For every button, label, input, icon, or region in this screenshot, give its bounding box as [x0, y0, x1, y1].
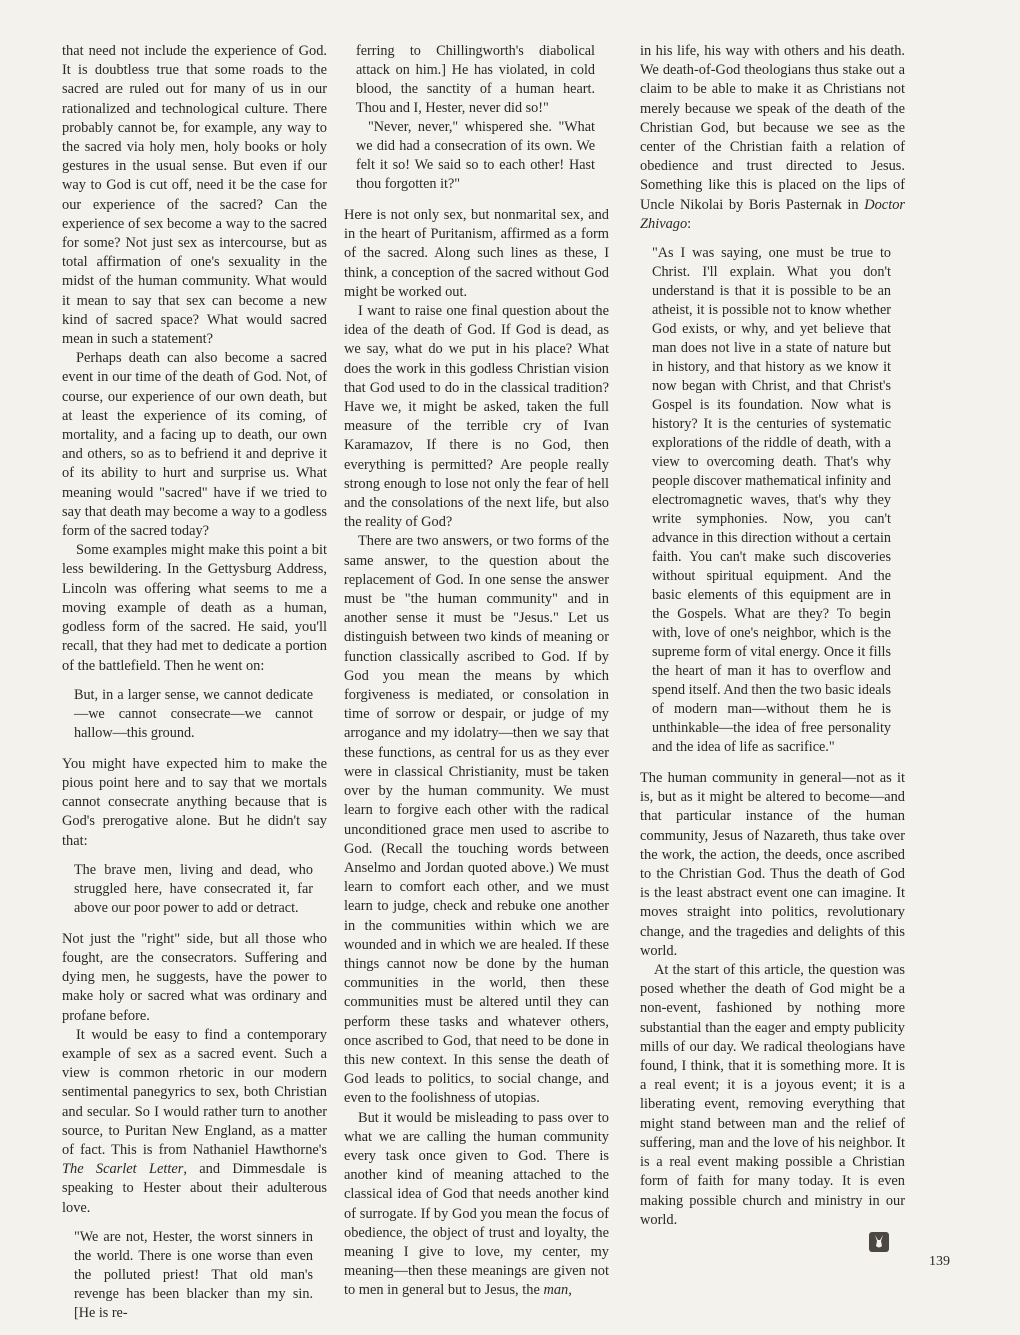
paragraph: You might have expected him to make the pious point here and to say that we mortals cannot consecrate anything because that is God's prerogative alone. But he didn't say that:	[62, 755, 327, 849]
emphasis: man,	[543, 1282, 572, 1299]
column-1	[62, 42, 327, 1335]
book-title: The Scarlet Letter	[62, 1161, 184, 1178]
block-quote	[652, 244, 891, 757]
paragraph	[62, 1026, 327, 1218]
paragraph: Not just the "right" side, but all those who fought, are the consecrators. Suffering and dying men, he suggests, have the power to make holy or sacred what was ordinary and profane before.	[62, 930, 327, 1024]
paragraph	[640, 42, 905, 234]
block-quote	[356, 42, 595, 194]
paragraph: Perhaps death can also become a sacred event in our time of the death of God. Not, of course, our experience of our own death, but at least the experience of its coming, of mortality, and a facing up to death, our own and others, so as to befriend it and deprive it of its ability to hurt and surprise us. What meaning would "sacred" have if we tried to say that death may become a way to a godless form of the sacred today?	[62, 350, 327, 540]
paragraph	[344, 1109, 609, 1301]
rabbit-head-icon	[869, 1232, 889, 1252]
block-quote	[74, 686, 313, 743]
page-number: 139	[929, 1254, 950, 1269]
text-run: in his life, his way with others and his death. We death-of-God theologians thus stake out a claim to be able to make it as Christians not merely because we speak of the death of the Christian God, but because we see as the center of the Christian faith a relation of obedience and trust directed to Jesus. Something like this is placed on the lips of Uncle Nikolai by Boris Pasternak in	[640, 43, 905, 213]
paragraph: Some examples might make this point a bit less bewildering. In the Gettysburg Address, Lincoln was offering what seems to me a moving example of death as a human, godless form of the sacred. He said, you'll recall, that they had met to dedicate a portion of the battlefield. Then he went on:	[62, 542, 327, 674]
quote-text: "We are not, Hester, the worst sinners in the world. There is one worse than even the polluted priest! That old man's revenge has been blacker than my sin. [He is re-	[74, 1228, 313, 1321]
paragraph: The human community in general—not as it is, but as it might be altered to become—and that particular instance of the human community, Jesus of Nazareth, thus take over the work, the action, the deeds, once ascribed to the Christian God. Thus the death of God is the least abstract event one can imagine. It moves straight into politics, revolutionary change, and the tragedies and delights of this world.	[640, 770, 905, 959]
quote-text: "Never, never," whispered she. "What we did had a consecration of its own. We felt it so! We said so to each other! Hast thou forgotten it?"	[356, 119, 595, 192]
book-title: Doctor Zhivago	[640, 196, 905, 232]
rabbit-head-glyph	[872, 1234, 886, 1250]
paragraph: There are two answers, or two forms of the same answer, to the question about the replacement of God. In one sense the answer must be "the human community" and in another sense it must be "Jesus." Let us distinguish between two kinds of meaning or function classically ascribed to God. If by God you mean the means by which forgiveness is mediated, or consolation in time of sorrow or despair, or judge of my arrogance and my idolatry—then we say that these functions, as central for us as they ever were in classical Christianity, must be taken over by the human community. We must learn to forgive each other with the radical unconditioned grace men used to ascribe to God. (Recall the touching words between Anselmo and Jordan quoted above.) We must learn to comfort each other, and we must learn to judge, check and rebuke one another in the communities within which we are wounded and in which we are healed. If these things cannot now be done by the human communities in the world, then these communities must be altered until they can perform these tasks and whatever others, once ascribed to God, that need to be done in this new context. In this sense the death of God leads to politics, to social change, and even to the foolishness of utopias.	[344, 533, 609, 1107]
quote-text: But, in a larger sense, we cannot dedicate—we cannot consecrate—we cannot hallow—this ground.	[74, 686, 313, 741]
paragraph: I want to raise one final question about the idea of the death of God. If God is dead, as we say, what do we put in his place? What does the work in this godless Christian vision that God used to do in the classical tradition? Have we, it might be asked, taken the full measure of the terrible cry of Ivan Karamazov, If there is no God, then everything is permitted? Are people really strong enough to lose not only the fear of hell and the consolations of the next life, but also the reality of God?	[344, 303, 609, 531]
block-quote	[74, 1228, 313, 1323]
quote-text: ferring to Chillingworth's diabolical attack on him.] He has violated, in cold blood, the sanctity of a human heart. Thou and I, Hester, never did so!"	[356, 43, 595, 116]
paragraph: Here is not only sex, but nonmarital sex, and in the heart of Puritanism, affirmed as a form of the sacred. Along such lines as these, I think, a conception of the sacred without God might be worked out.	[344, 207, 609, 300]
text-run: It would be easy to find a contemporary example of sex as a sacred event. Such a view is common rhetoric in our modern sentimental panegyrics to sex, both Christian and secular. So I would rather turn to another source, to Puritan New England, as a matter of fact. This is from Nathaniel Hawthorne's	[62, 1026, 327, 1158]
text-run: :	[687, 215, 692, 232]
text-run: , and Dimmesdale is speaking to Hester about their adulterous love.	[62, 1161, 327, 1216]
quote-text: The brave men, living and dead, who struggled here, have consecrated it, far above our poor power to add or detract.	[74, 861, 313, 916]
text-run: But it would be misleading to pass over to what we are calling the human community every task once given to God. There is another kind of meaning attached to the classical idea of God that needs another kind of surrogate. If by God you mean the focus of obedience, the object of trust and loyalty, the meaning I give to love, my center, my meaning—then these meanings are given not to men in general but to Jesus, the	[344, 1109, 609, 1299]
column-2	[344, 42, 609, 1301]
paragraph: At the start of this article, the question was posed whether the death of God might be a non-event, fashioned by nothing more substantial than the eager and empty publicity mills of our day. We radical theologians have found, I think, that it is something more. It is a real event; it is a joyous event; it is a liberating event, removing everything that might stand between man and the relief of suffering, man and the love of his neighbor. It is a real event making possible a Christian form of faith for many today. It is even making possible church and ministry in our world.	[640, 962, 905, 1228]
block-quote	[74, 861, 313, 918]
paragraph: that need not include the experience of God. It is doubtless true that some roads to the sacred are ruled out for many of us in our rationalized and technological culture. There probably cannot be, for example, any way to the sacred via holy men, holy books or holy gestures in the usual sense. But even if our way to God is cut off, need it be the case for our experience of the sacred? Can the experience of sex become a way to the sacred for some? Not just sex as intercourse, but as total affirmation of one's sexuality in the midst of the human community. What would it mean to say that sex can become a new kind of sacred space? What would sacred mean in such a statement?	[62, 43, 327, 348]
quote-text: "As I was saying, one must be true to Christ. I'll explain. What you don't understand is that it is possible to be an atheist, it is possible not to know whether God exists, or why, and yet believe that man does not live in a state of nature but in history, and that history as we know it now began with Christ, and that Christ's Gospel is its foundation. Now what is history? It is the centuries of systematic explorations of the riddle of death, with a view to overcoming death. That's why people discover mathematical infinity and electromagnetic waves, that's why they write symphonies. Now, you can't advance in this direction without a certain faith. You can't make such discoveries without spiritual equipment. And the basic elements of this equipment are in the Gospels. What are they? To begin with, love of one's neighbor, which is the supreme form of vital energy. Once it fills the heart of man it has to overflow and spend itself. And then the two basic ideals of modern man—without them he is unthinkable—the idea of free personality and the idea of life as sacrifice."	[652, 245, 891, 756]
column-3	[640, 42, 905, 1230]
